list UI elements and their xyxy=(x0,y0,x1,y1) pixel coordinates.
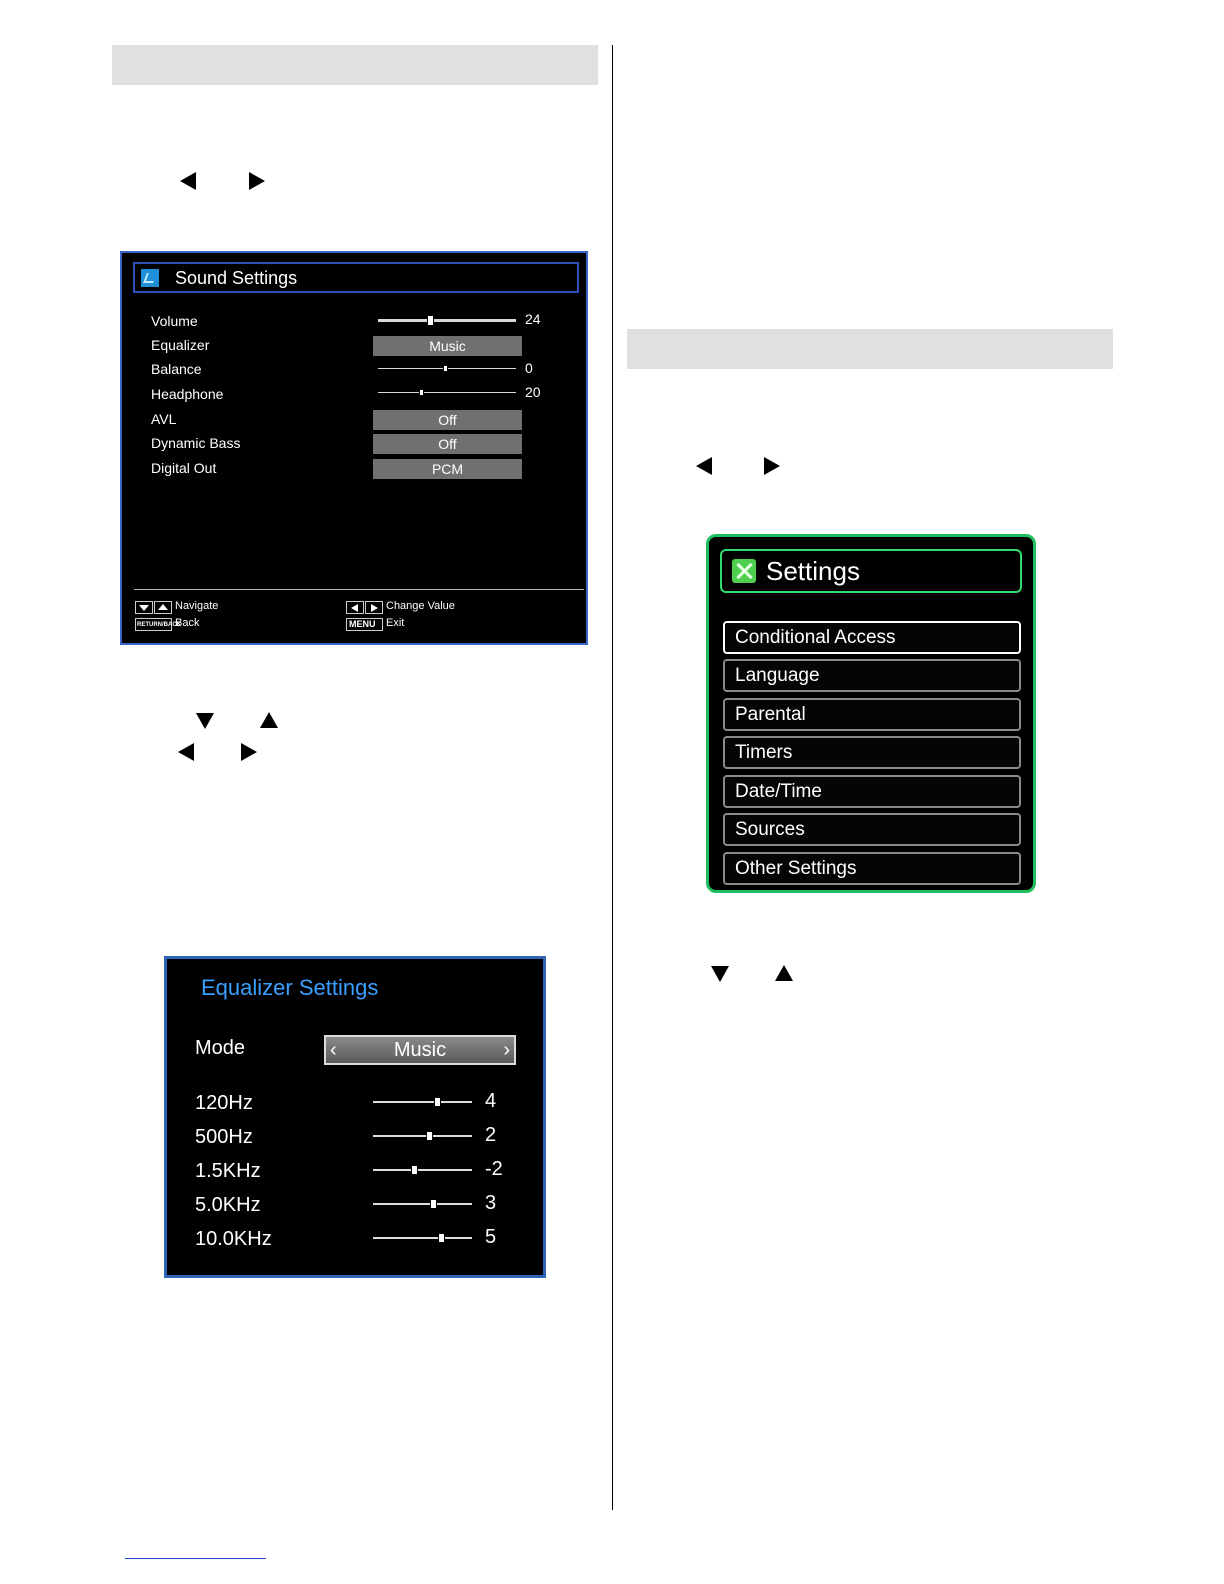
back-hint: Back xyxy=(175,617,200,629)
band-slider[interactable] xyxy=(373,1237,472,1239)
band-value: 5 xyxy=(485,1226,497,1248)
balance-slider-handle[interactable] xyxy=(443,365,448,372)
digital-out-select[interactable]: PCM xyxy=(373,459,522,479)
menu-key xyxy=(346,618,383,631)
section-header-bar-right xyxy=(627,329,1113,369)
down-arrow-icon xyxy=(711,966,729,982)
headphone-label: Headphone xyxy=(151,386,224,402)
right-key-icon xyxy=(365,601,383,614)
band-label: 120Hz xyxy=(195,1092,253,1114)
tools-icon xyxy=(732,559,756,583)
mode-selector[interactable] xyxy=(324,1035,516,1065)
up-key-icon xyxy=(154,601,172,614)
band-slider-handle[interactable] xyxy=(411,1165,418,1175)
footer-divider xyxy=(134,589,584,590)
band-label: 500Hz xyxy=(195,1126,253,1148)
right-arrow-icon xyxy=(249,172,265,190)
left-key-icon xyxy=(346,601,364,614)
headphone-slider[interactable] xyxy=(378,392,516,393)
navigate-hint: Navigate xyxy=(175,600,219,612)
band-value: 3 xyxy=(485,1192,497,1214)
mode-label: Mode xyxy=(195,1037,246,1059)
sound-settings-title-bar xyxy=(133,262,579,293)
equalizer-settings-screen xyxy=(164,956,546,1278)
menu-item-parental[interactable]: Parental xyxy=(723,698,1021,731)
section-header-bar-left xyxy=(112,45,598,85)
volume-slider-handle[interactable] xyxy=(427,315,434,326)
avl-label: AVL xyxy=(151,411,177,427)
menu-item-timers[interactable]: Timers xyxy=(723,736,1021,769)
band-label: 5.0KHz xyxy=(195,1194,261,1216)
band-label: 1.5KHz xyxy=(195,1160,261,1182)
equalizer-select[interactable]: Music xyxy=(373,336,522,356)
menu-item-other-settings[interactable]: Other Settings xyxy=(723,852,1021,885)
equalizer-settings-title: Equalizer Settings xyxy=(201,975,379,1000)
mode-value: Music xyxy=(393,1039,447,1061)
settings-menu-screen xyxy=(706,534,1036,893)
up-arrow-icon xyxy=(775,965,793,981)
band-slider-handle[interactable] xyxy=(430,1199,437,1209)
band-value: -2 xyxy=(485,1158,503,1180)
volume-slider[interactable] xyxy=(378,319,516,322)
digital-out-label: Digital Out xyxy=(151,460,217,476)
equalizer-label: Equalizer xyxy=(151,337,210,353)
return-back-key xyxy=(135,618,181,631)
column-divider xyxy=(612,45,613,1510)
menu-item-language[interactable]: Language xyxy=(723,659,1021,692)
menu-key-label: MENU xyxy=(349,619,376,629)
band-slider[interactable] xyxy=(373,1135,472,1137)
band-slider[interactable] xyxy=(373,1169,472,1171)
change-value-hint: Change Value xyxy=(386,600,455,612)
chevron-left-icon[interactable]: ‹ xyxy=(330,1039,337,1061)
dynamic-bass-label: Dynamic Bass xyxy=(151,435,241,451)
footnote-rule xyxy=(125,1558,266,1559)
menu-item-date-time[interactable]: Date/Time xyxy=(723,775,1021,808)
settings-title: Settings xyxy=(766,556,860,586)
band-slider[interactable] xyxy=(373,1101,472,1103)
exit-hint: Exit xyxy=(386,617,405,629)
balance-value: 0 xyxy=(525,360,533,376)
band-slider[interactable] xyxy=(373,1203,472,1205)
volume-value: 24 xyxy=(525,311,541,327)
menu-item-conditional-access[interactable]: Conditional Access xyxy=(723,621,1021,654)
band-slider-handle[interactable] xyxy=(434,1097,441,1107)
headphone-value: 20 xyxy=(525,384,541,400)
chevron-right-icon[interactable]: › xyxy=(503,1039,510,1061)
right-arrow-icon xyxy=(241,743,257,761)
dynamic-bass-select[interactable]: Off xyxy=(373,434,522,454)
settings-title-bar xyxy=(720,549,1022,593)
down-arrow-icon xyxy=(196,713,214,729)
band-label: 10.0KHz xyxy=(195,1228,272,1250)
sound-icon xyxy=(141,269,159,287)
return-back-key-label: RETURN/BACK xyxy=(137,622,181,628)
sound-settings-title: Sound Settings xyxy=(175,268,298,288)
band-value: 4 xyxy=(485,1090,497,1112)
band-value: 2 xyxy=(485,1124,497,1146)
balance-label: Balance xyxy=(151,361,202,377)
band-slider-handle[interactable] xyxy=(438,1233,445,1243)
band-slider-handle[interactable] xyxy=(426,1131,433,1141)
left-arrow-icon xyxy=(180,172,196,190)
up-arrow-icon xyxy=(260,712,278,728)
left-arrow-icon xyxy=(178,743,194,761)
headphone-slider-handle[interactable] xyxy=(419,389,424,396)
menu-item-sources[interactable]: Sources xyxy=(723,813,1021,846)
down-key-icon xyxy=(135,601,153,614)
volume-label: Volume xyxy=(151,313,198,329)
right-arrow-icon xyxy=(764,457,780,475)
left-arrow-icon xyxy=(696,457,712,475)
sound-settings-screen xyxy=(120,251,588,645)
avl-select[interactable]: Off xyxy=(373,410,522,430)
